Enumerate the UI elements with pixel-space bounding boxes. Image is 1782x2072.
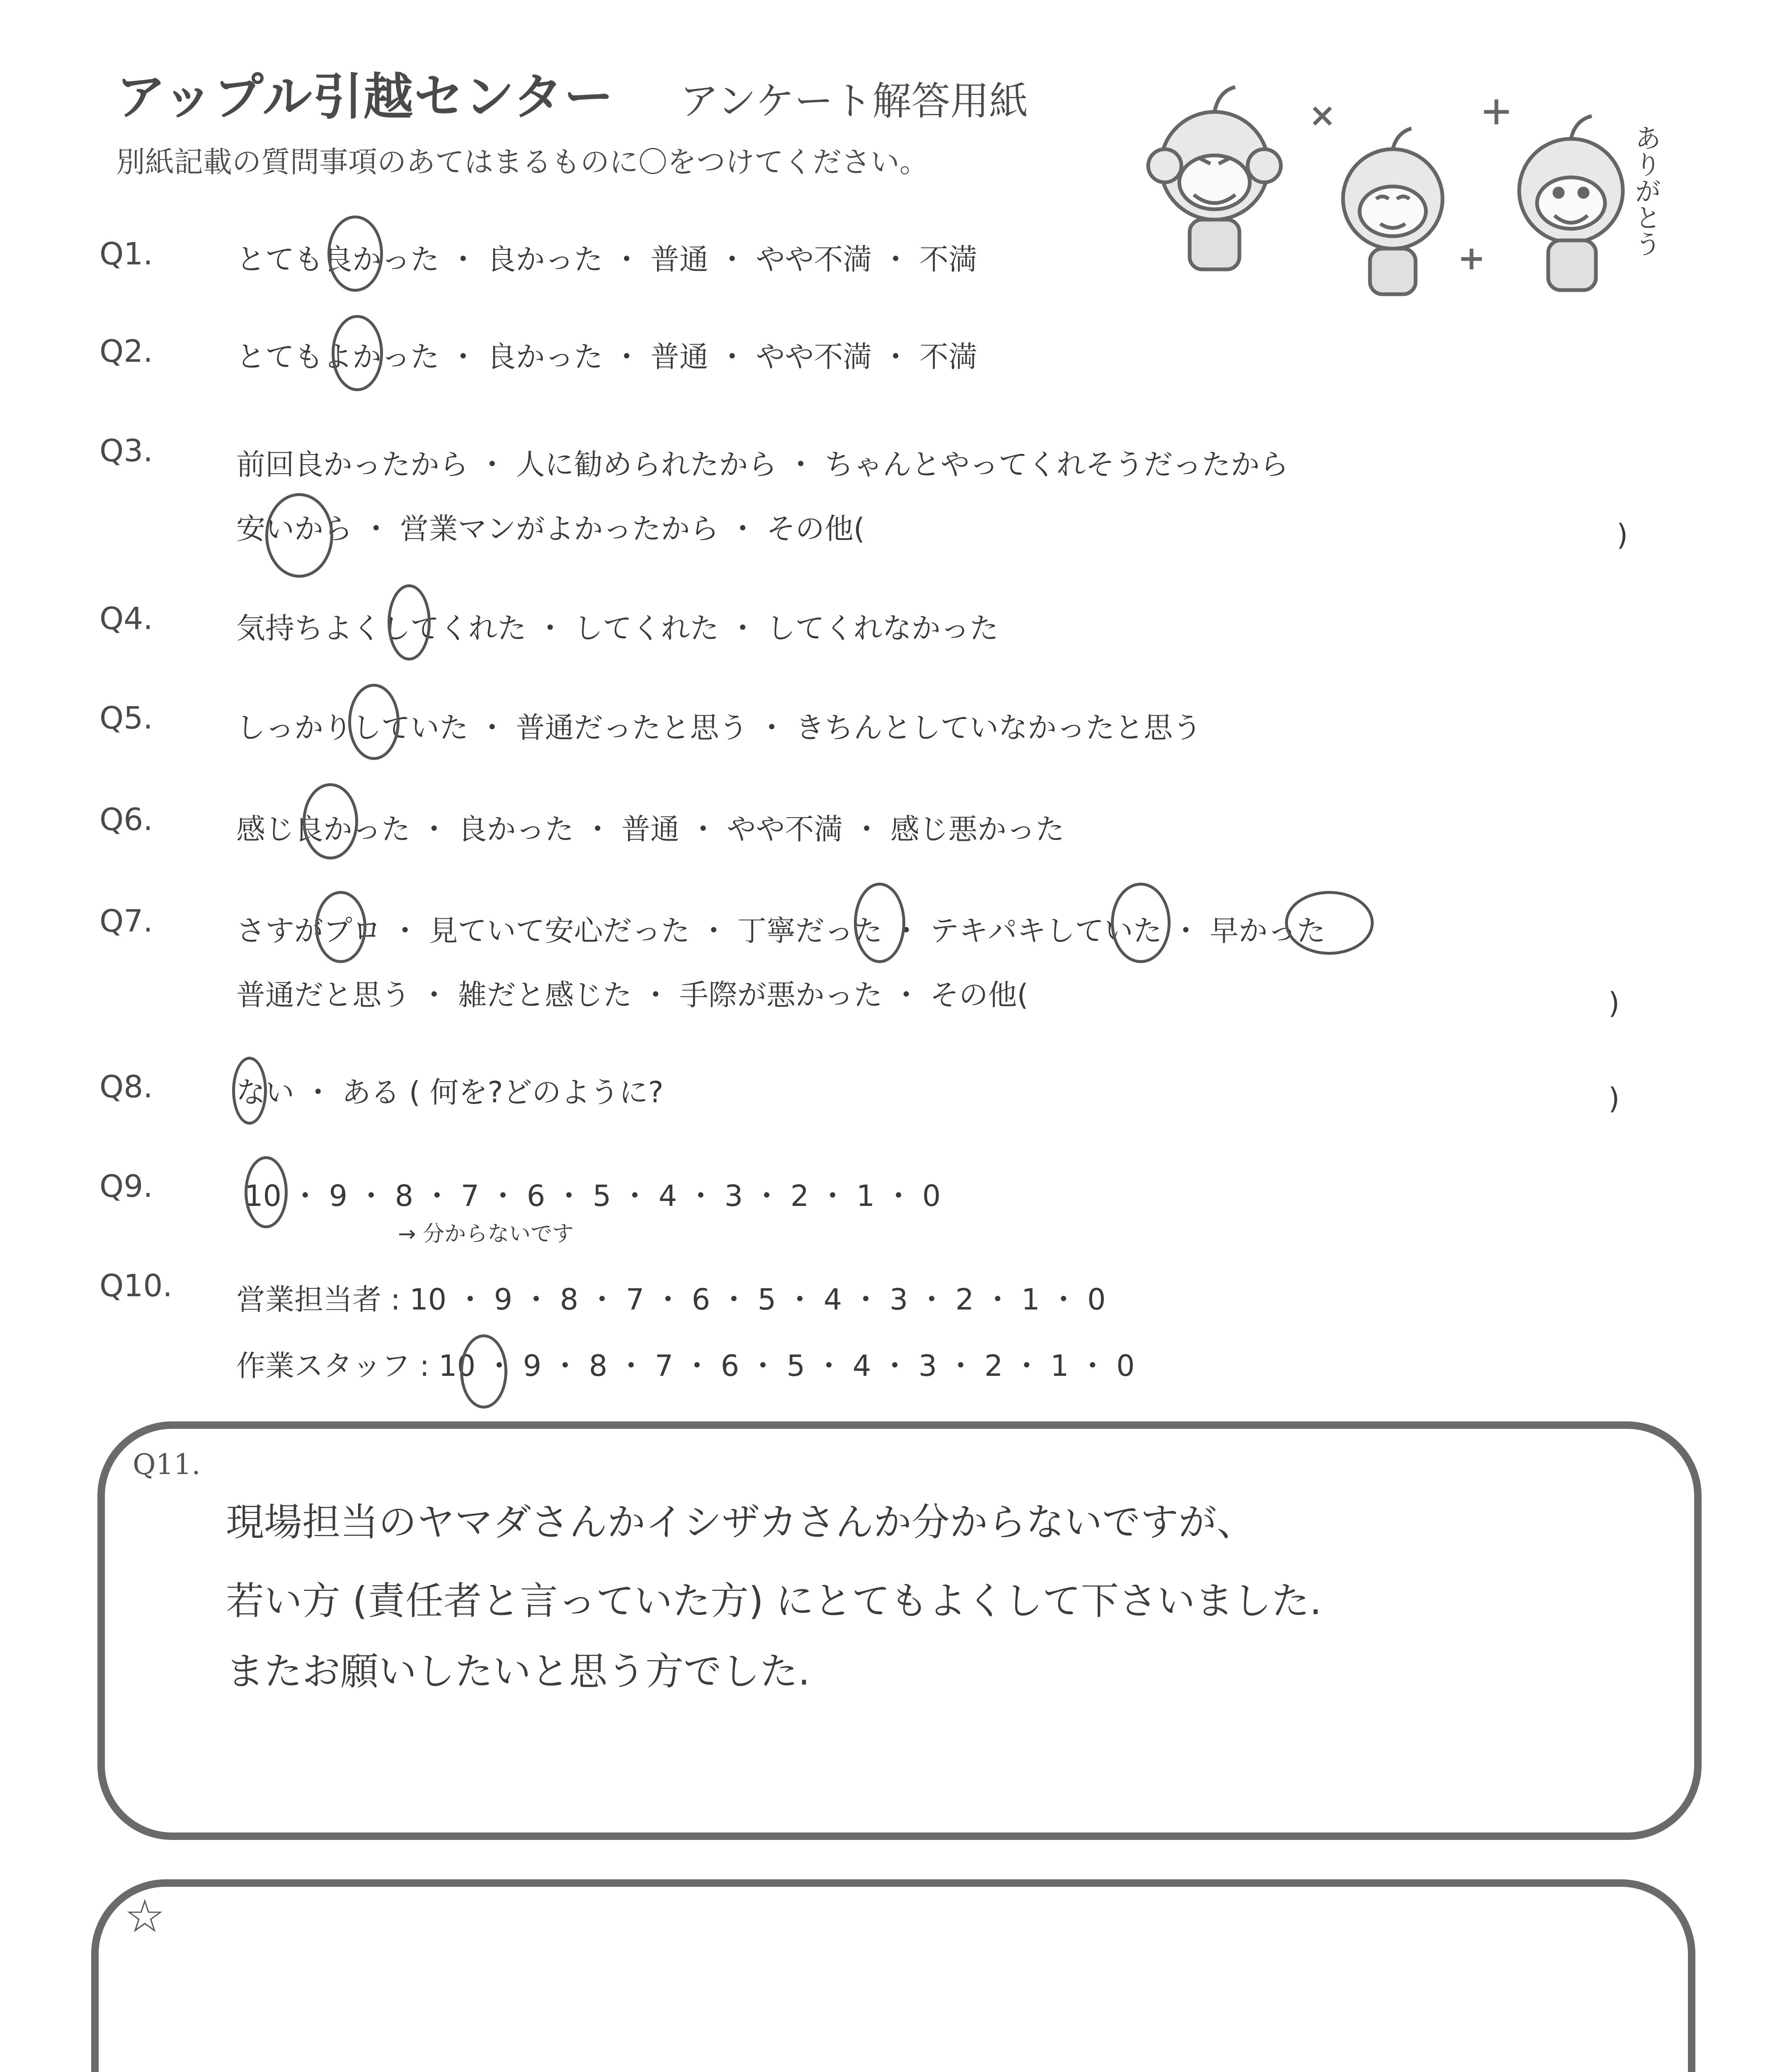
answer-circle	[315, 891, 366, 963]
mascot-illustration	[1132, 75, 1695, 307]
q3-options-line2[interactable]: 安いから ・ 営業マンがよかったから ・ その他(	[236, 512, 865, 546]
q2-label: Q2.	[99, 334, 153, 369]
q6-options[interactable]: 感じ良かった ・ 良かった ・ 普通 ・ やや不満 ・ 感じ悪かった	[236, 812, 1065, 846]
q10-staff-options[interactable]: 作業スタッフ : 10 ・ 9 ・ 8 ・ 7 ・ 6 ・ 5 ・ 4 ・ 3 ・ 2 ・ 1 ・ 0	[236, 1349, 1135, 1383]
answer-circle	[327, 215, 383, 292]
q3-label: Q3.	[99, 433, 153, 469]
q4-options[interactable]: 気持ちよくしてくれた ・ してくれた ・ してくれなかった	[236, 611, 999, 645]
q7-options[interactable]: さすがプロ ・ 見ていて安心だった ・ 丁寧だった ・ テキパキしていた ・ 早かった	[236, 914, 1326, 948]
q9-label: Q9.	[99, 1169, 153, 1204]
q2-options[interactable]: とてもよかった ・ 良かった ・ 普通 ・ やや不満 ・ 不満	[236, 340, 978, 374]
form-subtitle: アンケート解答用紙	[680, 79, 1028, 124]
answer-circle	[332, 315, 383, 391]
star-comment-box	[91, 1879, 1695, 2072]
answer-circle	[460, 1334, 507, 1409]
q7-close-paren: )	[1608, 986, 1620, 1020]
answer-circle	[388, 584, 431, 661]
q11-line-1: 現場担当のヤマダさんかイシザカさんか分からないですが、	[226, 1500, 1255, 1544]
q5-options[interactable]: しっかりしていた ・ 普通だったと思う ・ きちんとしていなかったと思う	[236, 711, 1202, 745]
answer-circle	[232, 1057, 267, 1125]
q11-line-2: 若い方 (責任者と言っていた方) にとてもよくして下さいました.	[226, 1579, 1322, 1623]
q10-label: Q10.	[99, 1268, 172, 1304]
answer-circle	[1111, 883, 1171, 963]
q8-label: Q8.	[99, 1069, 153, 1105]
form-title: アップル引越センター	[116, 68, 614, 126]
q11-label: Q11.	[133, 1448, 201, 1481]
q11-comment-box	[97, 1421, 1702, 1840]
q1-label: Q1.	[99, 236, 153, 272]
q7-label: Q7.	[99, 903, 153, 939]
star-icon: ☆	[124, 1890, 165, 1943]
q6-label: Q6.	[99, 802, 153, 838]
answer-circle	[265, 493, 333, 578]
mascot-text: ありがとう	[1630, 124, 1661, 257]
q10-sales-options[interactable]: 営業担当者 : 10 ・ 9 ・ 8 ・ 7 ・ 6 ・ 5 ・ 4 ・ 3 ・ 2 ・ 1 ・ 0	[236, 1283, 1106, 1317]
q3-close-paren: )	[1617, 518, 1628, 552]
q5-label: Q5.	[99, 700, 153, 736]
answer-circle	[303, 783, 358, 859]
answer-circle	[245, 1156, 288, 1228]
answer-circle	[1285, 891, 1374, 955]
answer-circle	[854, 883, 905, 963]
q1-options[interactable]: とても良かった ・ 良かった ・ 普通 ・ やや不満 ・ 不満	[236, 242, 978, 276]
q4-label: Q4.	[99, 601, 153, 637]
q9-options[interactable]: 10 ・ 9 ・ 8 ・ 7 ・ 6 ・ 5 ・ 4 ・ 3 ・ 2 ・ 1 ・ 0	[245, 1179, 941, 1213]
q8-close-paren: )	[1608, 1082, 1620, 1116]
q11-line-3: またお願いしたいと思う方でした.	[226, 1649, 810, 1694]
q8-options[interactable]: ない ・ ある ( 何を?どのように?	[236, 1075, 664, 1109]
q7-options-line2[interactable]: 普通だと思う ・ 雑だと感じた ・ 手際が悪かった ・ その他(	[236, 978, 1028, 1012]
instruction-text: 別紙記載の質問事項のあてはまるものに〇をつけてください。	[116, 145, 929, 179]
answer-circle	[348, 684, 400, 760]
q10-handwritten-note: → 分からないです	[398, 1222, 574, 1247]
q3-options[interactable]: 前回良かったから ・ 人に勧められたから ・ ちゃんとやってくれそうだったから	[236, 448, 1289, 482]
